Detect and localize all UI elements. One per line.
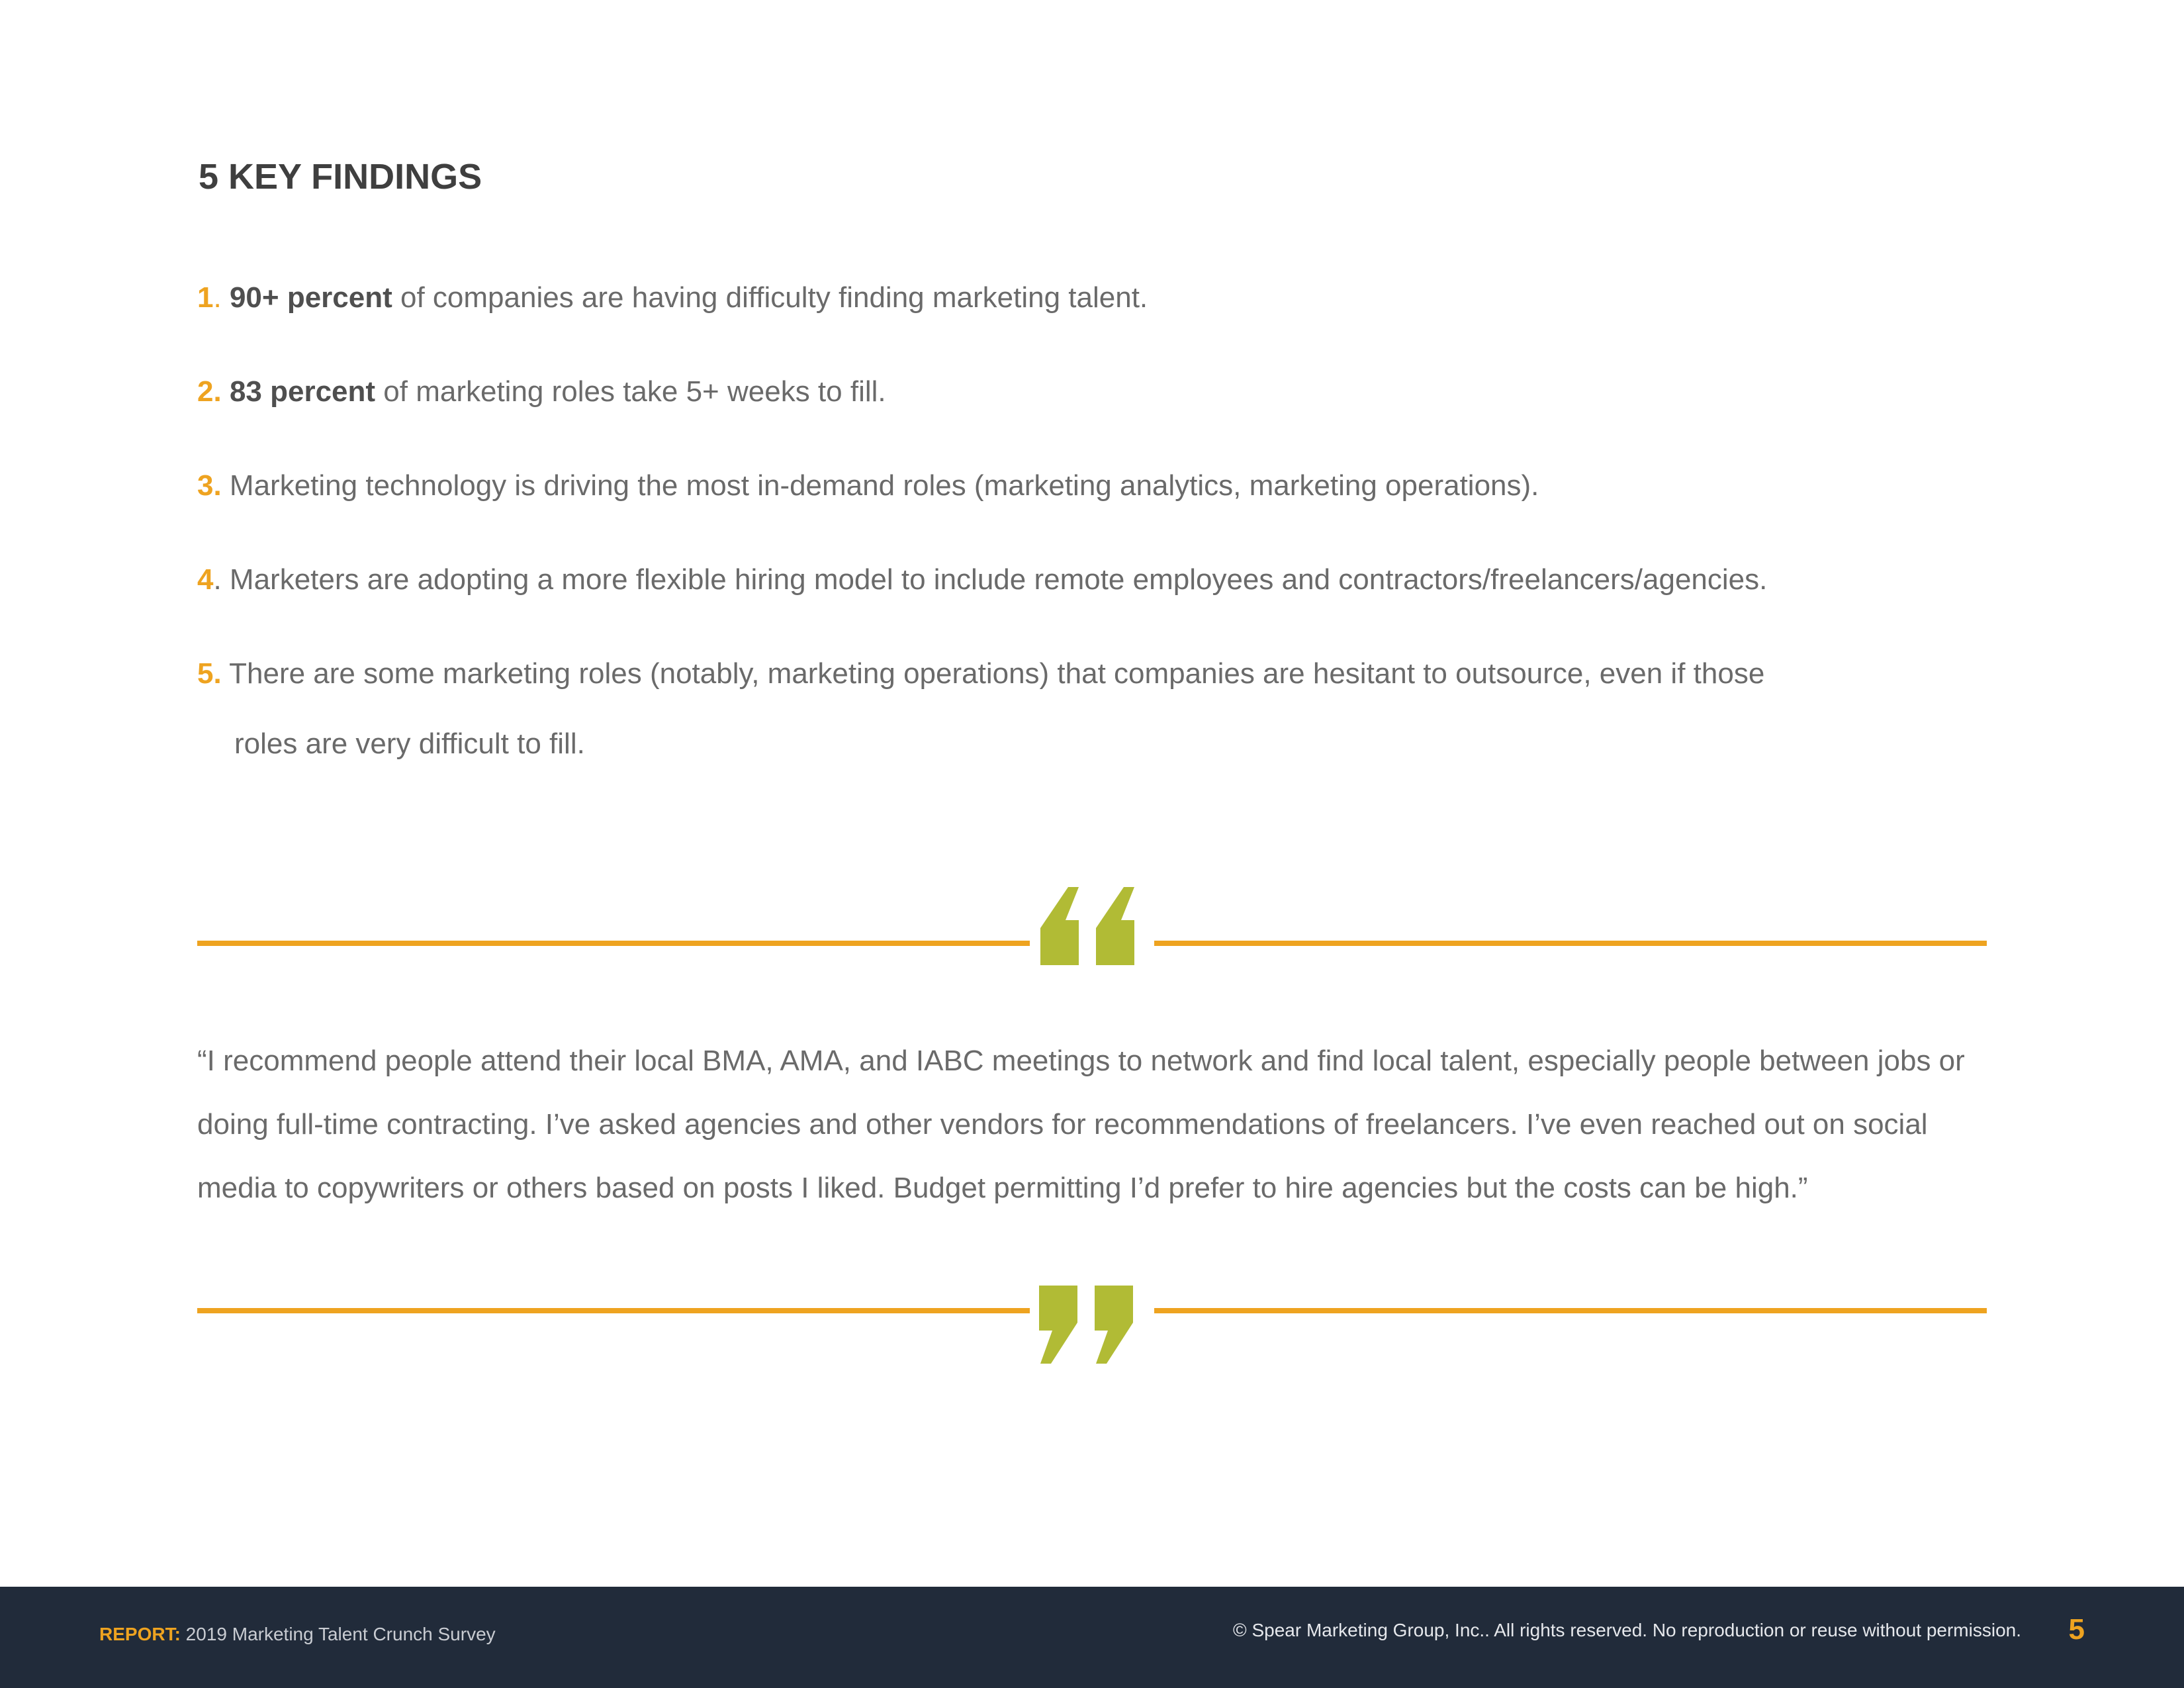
- page-title: 5 KEY FINDINGS: [199, 157, 482, 197]
- finding-number: 1: [197, 281, 214, 314]
- close-quote-icon: [1038, 1286, 1146, 1364]
- finding-item-1: [197, 281, 1148, 315]
- footer-report-name: 2019 Marketing Talent Crunch Survey: [180, 1624, 496, 1644]
- quote-divider-top-right: [1154, 941, 1987, 946]
- finding-item-2: [197, 375, 886, 409]
- finding-item-5-continuation: roles are very difficult to fill.: [234, 727, 585, 760]
- finding-item-3: [197, 469, 1539, 503]
- finding-separator: .: [213, 281, 222, 314]
- finding-highlight: 90+ percent: [229, 281, 392, 314]
- page-number: 5: [2068, 1613, 2085, 1646]
- finding-number: 3.: [197, 469, 222, 502]
- finding-number: 2.: [197, 375, 222, 408]
- footer-report-label: REPORT:: [99, 1624, 181, 1644]
- finding-number: 4: [197, 563, 214, 596]
- finding-text: There are some marketing roles (notably, marketing operations) that companies are hesitant to outsource, even if those: [221, 657, 1765, 690]
- finding-highlight: 83 percent: [229, 375, 376, 408]
- finding-item-5: [197, 657, 1764, 691]
- finding-text: . Marketers are adopting a more flexible hiring model to include remote employees and contractors/freelancers/agencies.: [213, 563, 1768, 596]
- finding-text: of marketing roles take 5+ weeks to fill.: [375, 375, 886, 408]
- quote-text: “I recommend people attend their local BMA, AMA, and IABC meetings to network and find local talent, especially people between jobs or doing full-time contracting. I’ve asked agencies and other vendors for recommendations of freelancers. I’ve even reached out on social media to copywriters or others based on posts I liked. Budget permitting I’d prefer to hire agencies but the costs can be high.”: [197, 1045, 1965, 1204]
- quote-divider-top-left: [197, 941, 1030, 946]
- finding-text: Marketing technology is driving the most in-demand roles (marketing analytics, marketing operations).: [221, 469, 1539, 502]
- open-quote-icon: [1038, 887, 1146, 965]
- finding-text: of companies are having difficulty finding marketing talent.: [392, 281, 1148, 314]
- footer-copyright: © Spear Marketing Group, Inc.. All rights reserved. No reproduction or reuse without permission.: [1233, 1620, 2021, 1640]
- quote-divider-bottom-left: [197, 1308, 1030, 1313]
- finding-item-4: [197, 563, 1767, 597]
- quote-divider-bottom-right: [1154, 1308, 1987, 1313]
- footer-report-title: [99, 1624, 496, 1645]
- finding-number: 5.: [197, 657, 222, 690]
- page-footer: [0, 1587, 2184, 1688]
